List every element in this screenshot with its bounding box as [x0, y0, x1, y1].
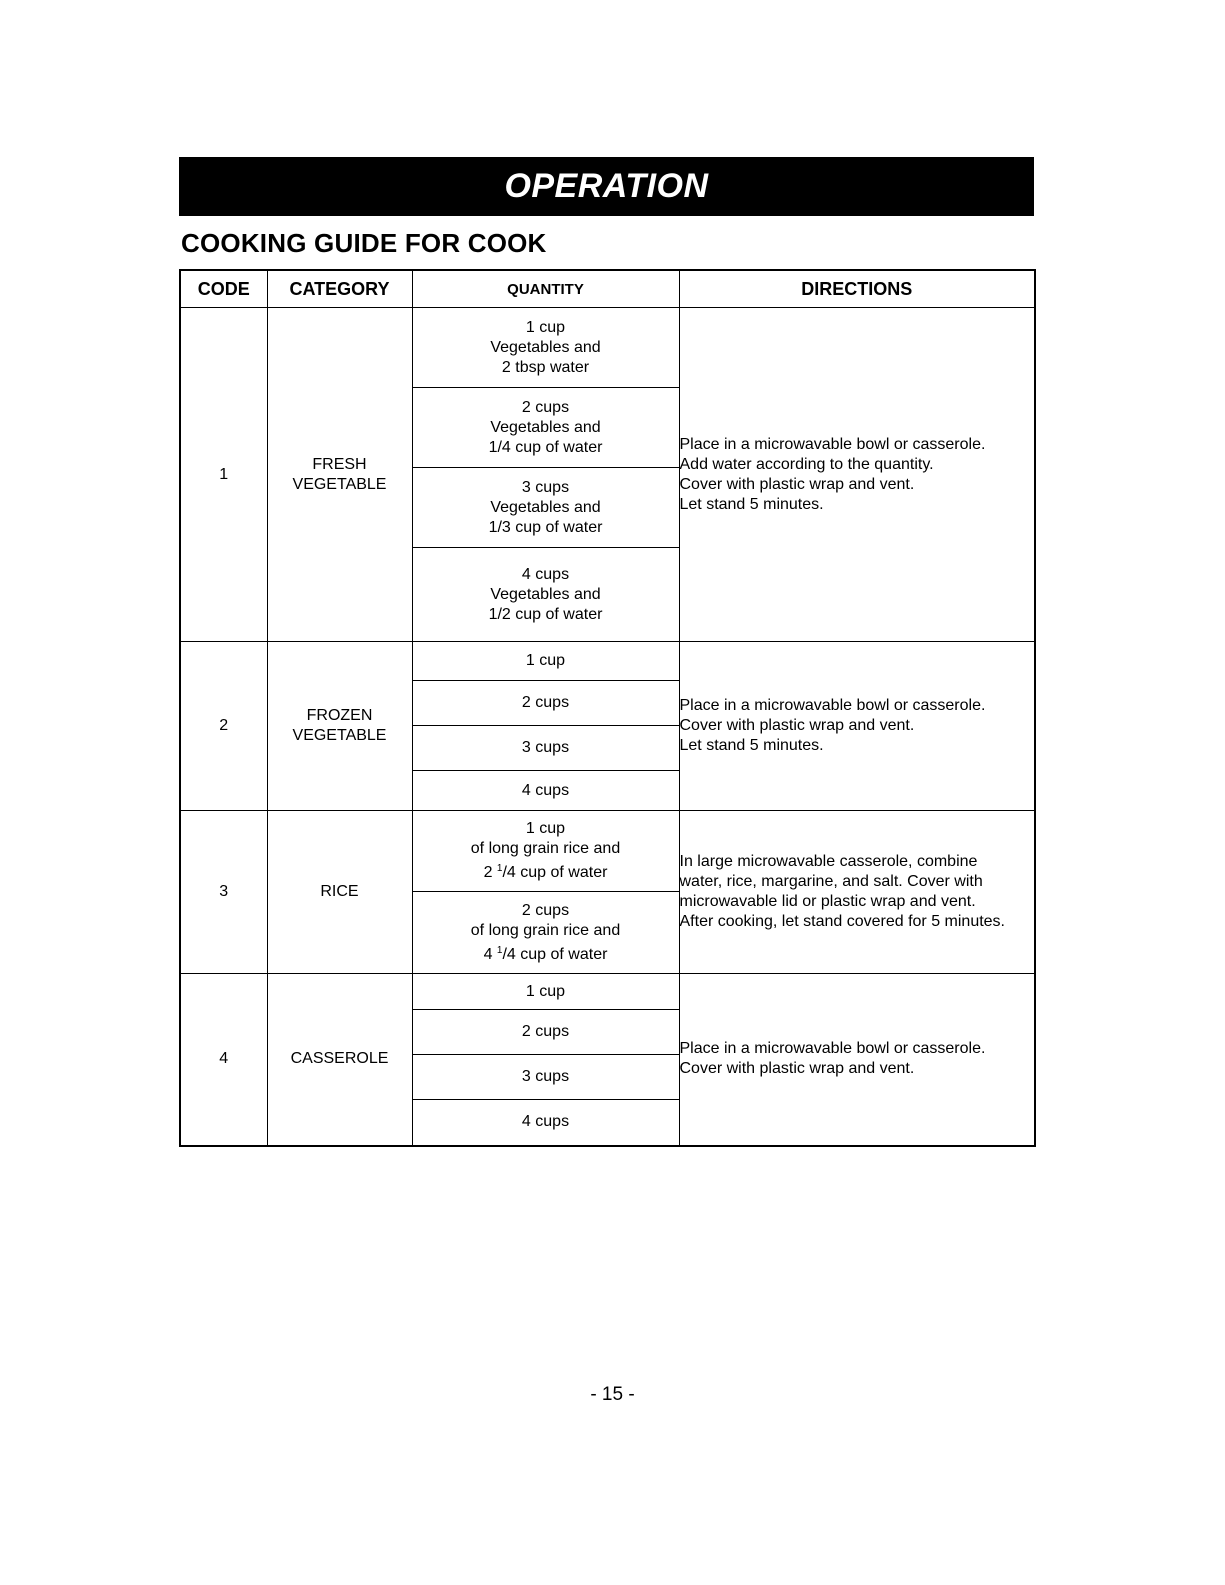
quantity-line: 3 cups [521, 739, 570, 756]
quantity-line: 3 cups [521, 1068, 570, 1085]
banner-title: OPERATION [504, 167, 709, 205]
quantity-cell [412, 642, 679, 681]
quantity-whole: 2 [483, 864, 497, 881]
quantity-cell [412, 548, 679, 642]
quantity-line: 1/2 cup of water [488, 605, 603, 623]
directions-line: Place in a microwavable bowl or casserole. [679, 1040, 986, 1058]
category-cell [267, 642, 412, 811]
directions-line: In large microwavable casserole, combine [679, 853, 978, 870]
quantity-cell [412, 388, 679, 468]
quantity-cell [412, 1055, 679, 1100]
directions-line: Cover with plastic wrap and vent. [679, 1060, 915, 1078]
category-cell [267, 308, 412, 642]
quantity-cell [412, 308, 679, 388]
quantity-line: 2 cups [521, 694, 570, 711]
quantity-cell [412, 1010, 679, 1055]
quantity-cell [412, 974, 679, 1010]
quantity-line: 2 cups [521, 1023, 570, 1040]
column-header-directions: DIRECTIONS [679, 270, 1035, 308]
directions-line: Place in a microwavable bowl or casserole. [679, 697, 986, 714]
quantity-fraction-numerator: 1 [496, 944, 503, 956]
table-body [180, 308, 1035, 1146]
category-line: VEGETABLE [292, 727, 387, 744]
directions-line: After cooking, let stand covered for 5 minutes. [679, 913, 1005, 930]
category-line: VEGETABLE [292, 475, 387, 493]
page-title: COOKING GUIDE FOR COOK [181, 228, 547, 258]
category-line: RICE [320, 883, 359, 900]
quantity-line: Vegetables and [490, 585, 601, 603]
directions-line: Cover with plastic wrap and vent. [679, 475, 915, 493]
quantity-cell [412, 771, 679, 811]
category-cell [267, 974, 412, 1146]
directions-line: Let stand 5 minutes. [679, 737, 824, 754]
table-row [180, 811, 1035, 892]
quantity-line: Vegetables and [490, 338, 601, 356]
category-line: FRESH [312, 455, 367, 473]
quantity-cell [412, 726, 679, 771]
quantity-line [413, 941, 679, 965]
table-row [180, 308, 1035, 388]
quantity-line: 1 cup [525, 318, 566, 336]
quantity-line: 4 cups [521, 1113, 570, 1131]
quantity-line: 1/3 cup of water [488, 518, 603, 536]
section-banner [179, 157, 1034, 216]
directions-line: Add water according to the quantity. [679, 455, 934, 473]
directions-cell [679, 974, 1035, 1146]
category-line: FROZEN [306, 707, 373, 724]
directions-cell [679, 308, 1035, 642]
quantity-cell [412, 811, 679, 892]
directions-line: water, rice, margarine, and salt. Cover with [679, 873, 983, 890]
category-cell [267, 811, 412, 974]
table-header-row [180, 270, 1035, 308]
quantity-cell [412, 468, 679, 548]
code-cell: 2 [180, 642, 267, 811]
quantity-whole: 4 [483, 945, 497, 963]
quantity-cell [412, 892, 679, 974]
directions-line: microwavable lid or plastic wrap and vent. [679, 893, 976, 910]
quantity-line: Vegetables and [490, 498, 601, 516]
quantity-line: 1 cup [525, 820, 566, 837]
quantity-line: 2 cups [521, 398, 570, 416]
quantity-line: 4 cups [521, 781, 570, 799]
quantity-line [413, 859, 679, 883]
column-header-code: CODE [180, 270, 267, 308]
code-cell: 4 [180, 974, 267, 1146]
quantity-cell [412, 1100, 679, 1146]
quantity-line: of long grain rice and [470, 921, 621, 939]
quantity-line: 1 cup [525, 652, 566, 669]
table-row [180, 974, 1035, 1010]
quantity-line: 2 tbsp water [501, 358, 590, 376]
quantity-line: 1/4 cup of water [488, 438, 603, 456]
quantity-fraction-rest: /4 cup of water [502, 864, 608, 881]
page-number: - 15 - [590, 1384, 635, 1405]
directions-line: Let stand 5 minutes. [679, 495, 824, 513]
directions-line: Cover with plastic wrap and vent. [679, 717, 915, 734]
quantity-line: 3 cups [521, 478, 570, 496]
quantity-line: 4 cups [521, 565, 570, 583]
category-line: CASSEROLE [290, 1050, 389, 1068]
quantity-fraction-rest: /4 cup of water [502, 945, 608, 963]
cooking-guide-table [179, 269, 1036, 1147]
table-row [180, 642, 1035, 681]
directions-line: Place in a microwavable bowl or casserole. [679, 435, 986, 453]
directions-cell [679, 811, 1035, 974]
quantity-cell [412, 681, 679, 726]
quantity-line: 1 cup [525, 982, 566, 1000]
quantity-fraction-numerator: 1 [496, 863, 503, 874]
quantity-line: of long grain rice and [470, 840, 621, 857]
quantity-line: 2 cups [521, 901, 570, 919]
code-cell: 3 [180, 811, 267, 974]
code-cell: 1 [180, 308, 267, 642]
column-header-quantity: QUANTITY [412, 270, 679, 308]
quantity-line: Vegetables and [490, 418, 601, 436]
directions-cell [679, 642, 1035, 811]
column-header-category: CATEGORY [267, 270, 412, 308]
